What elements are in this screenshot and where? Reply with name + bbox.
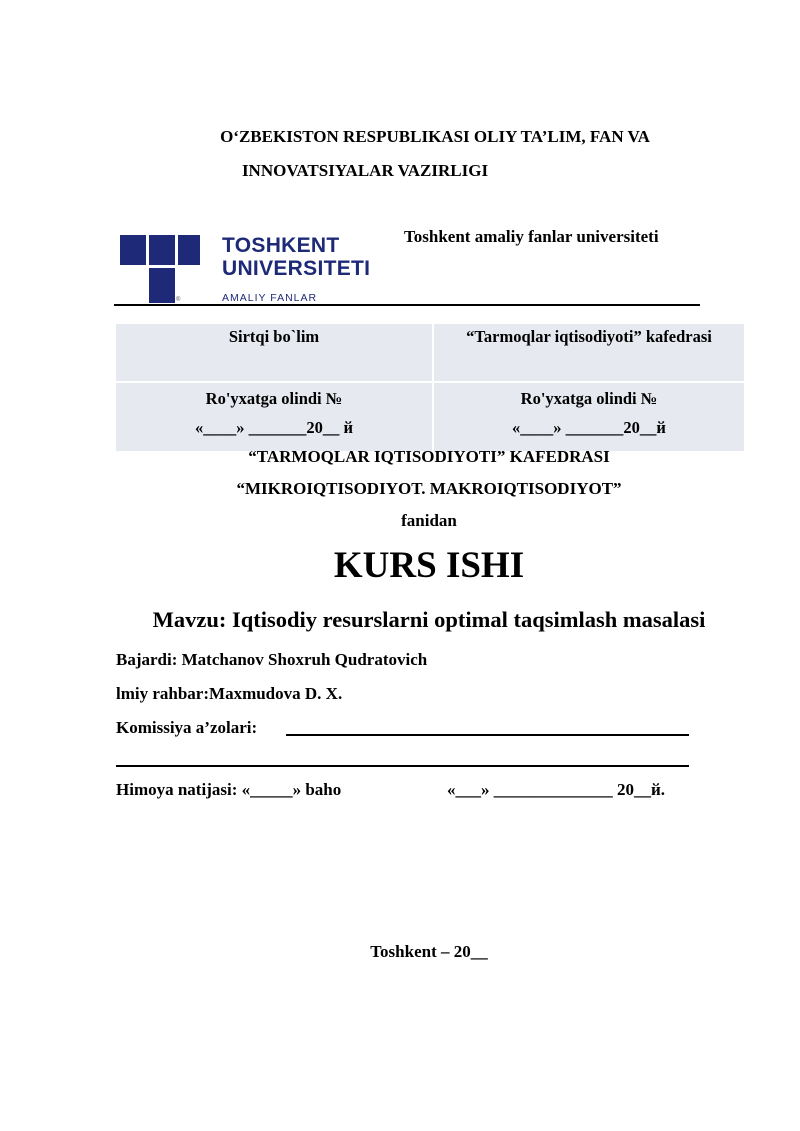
university-logo — [120, 234, 371, 307]
left-reg-label: Ro'yxatga olindi № — [205, 389, 343, 408]
author-line: Bajardi: Matchanov Shoxruh Qudratovich — [116, 650, 428, 669]
subject-title: “MIKROIQTISODIYOT. MAKROIQTISODIYOT” — [236, 479, 622, 498]
logo-registered-mark: ® — [176, 297, 181, 303]
right-reg-label: Ro'yxatga olindi № — [520, 389, 658, 408]
fanidan-label: fanidan — [401, 511, 457, 530]
commission-label: Komissiya a’zolari: — [116, 718, 258, 737]
logo-line-1: TOSHKENT — [222, 234, 340, 257]
left-reg-date: «____» _______20__ й — [194, 418, 353, 437]
kurs-ishi-title: KURS ISHI — [333, 545, 525, 586]
info-table-row — [115, 323, 745, 382]
info-table-row — [115, 382, 745, 452]
defense-date: «___» ______________ 20__й. — [447, 780, 666, 799]
logo-square-2 — [149, 235, 175, 265]
right-reg-date: «____» _______20__й — [512, 418, 666, 437]
header-divider — [114, 304, 700, 306]
ministry-line-2: INNOVATSIYALAR VAZIRLIGI — [241, 161, 489, 180]
commission-underline-2 — [116, 765, 689, 767]
left-dept-cell — [115, 323, 433, 382]
supervisor-line: lmiy rahbar:Maxmudova D. X. — [116, 684, 343, 703]
logo-square-1 — [120, 235, 146, 265]
logo-line-2: UNIVERSITETI — [222, 257, 371, 280]
defense-result: Himoya natijasi: «_____» baho — [116, 780, 342, 799]
department-title: “TARMOQLAR IQTISODIYOTI” KAFEDRASI — [248, 447, 610, 466]
right-dept: “Tarmoqlar iqtisodiyoti” kafedrasi — [466, 327, 712, 346]
commission-underline — [286, 734, 689, 736]
left-dept: Sirtqi bo`lim — [228, 327, 320, 346]
left-reg-cell — [115, 382, 433, 452]
logo-square-4 — [149, 268, 175, 303]
city-year: Toshkent – 20__ — [370, 942, 488, 961]
university-name: Toshkent amaliy fanlar universiteti — [404, 227, 659, 246]
topic-line: Mavzu: Iqtisodiy resurslarni optimal taqsimlash masalasi — [152, 607, 706, 632]
right-dept-cell — [433, 323, 745, 382]
logo-subtitle: AMALIY FANLAR — [222, 292, 318, 304]
logo-square-3 — [178, 235, 200, 265]
ministry-line-1: O‘ZBEKISTON RESPUBLIKASI OLIY TA’LIM, FAN VA — [220, 127, 650, 146]
info-table — [114, 322, 746, 453]
right-reg-cell — [433, 382, 745, 452]
